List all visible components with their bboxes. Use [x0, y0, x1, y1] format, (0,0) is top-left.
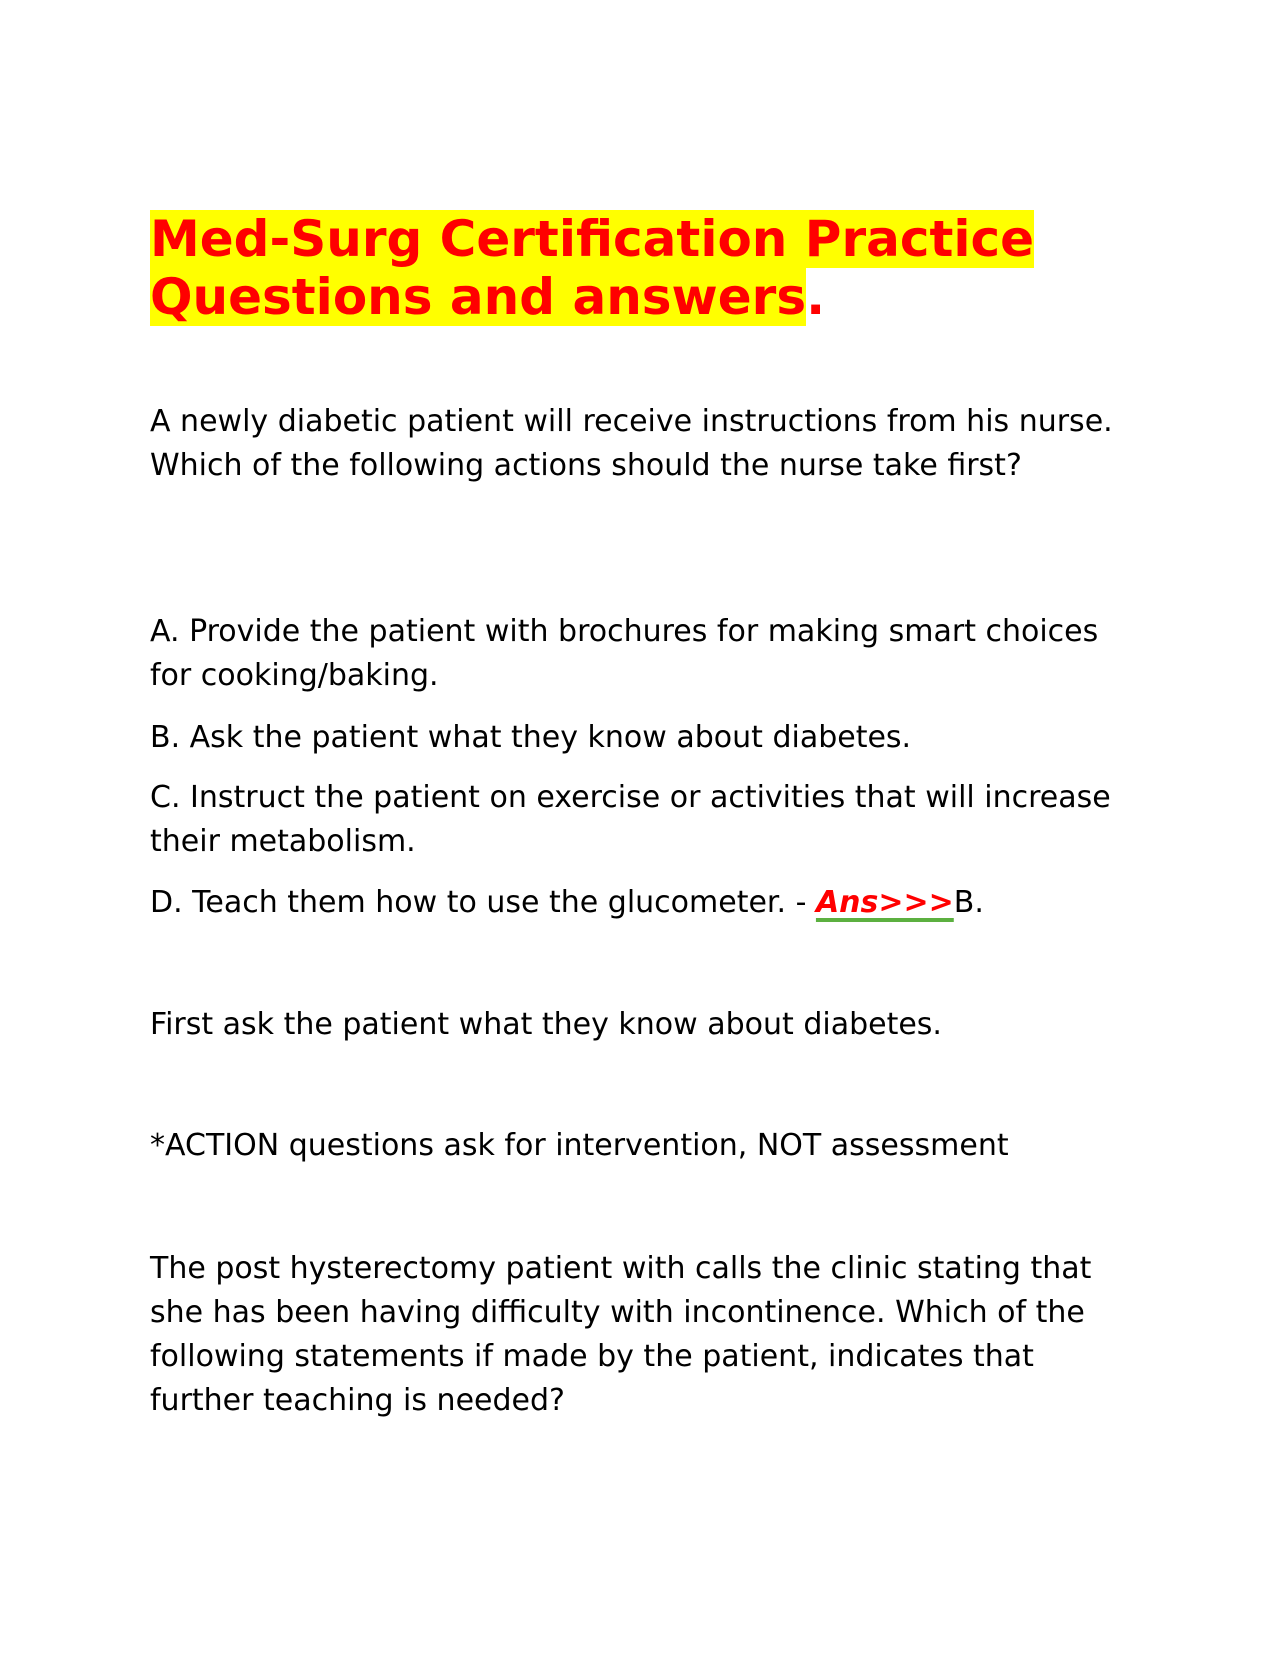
title-period: .: [806, 268, 826, 326]
option-a: A. Provide the patient with brochures for making smart choices for cooking/baking.: [150, 614, 1099, 693]
option-b: B. Ask the patient what they know about diabetes.: [150, 720, 912, 755]
action-note: *ACTION questions ask for intervention, NOT assessment: [150, 1128, 1009, 1163]
question-1-stem: A newly diabetic patient will receive instructions from his nurse. Which of the following actions should the nurse take first?: [150, 404, 1113, 483]
answer-marker: Ans>>>: [815, 885, 954, 920]
question-2-stem: The post hysterectomy patient with calls the clinic stating that she has been having difficulty with incontinence. Which of the following statements if made by the patient, indicates that further teaching is needed?: [150, 1251, 1092, 1418]
option-d: D. Teach them how to use the glucometer. -: [150, 885, 816, 920]
option-c: C. Instruct the patient on exercise or activities that will increase their metabolism.: [150, 780, 1111, 859]
option-d-line: [150, 881, 1130, 925]
answer-value: B.: [953, 885, 984, 920]
title-highlighted: Med-Surg Certification Practice Questions and answers: [150, 210, 1035, 326]
document-title: [150, 210, 1150, 326]
explanation: First ask the patient what they know about diabetes.: [150, 1007, 942, 1042]
